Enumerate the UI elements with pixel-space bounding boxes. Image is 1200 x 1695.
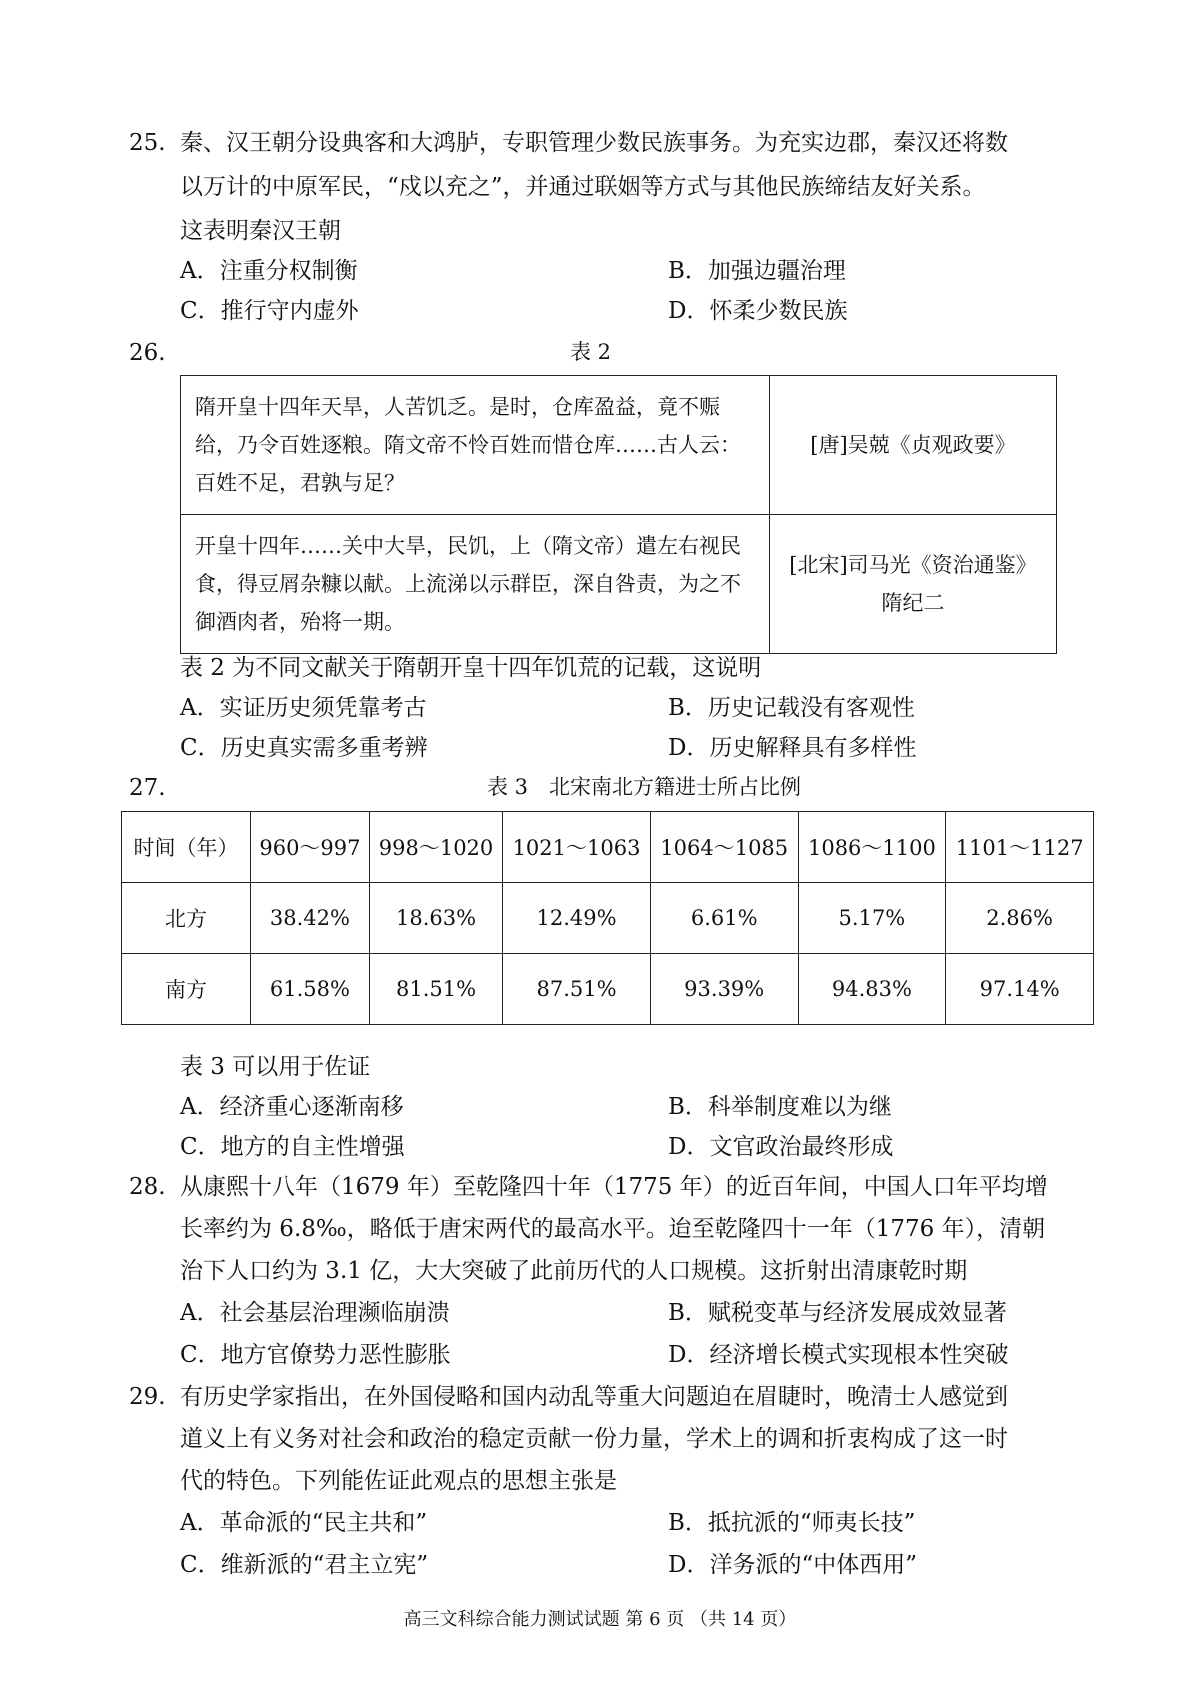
- option-a[interactable]: A．实证历史须凭靠考古: [180, 695, 427, 721]
- table-header-label: 时间（年）: [122, 812, 251, 883]
- option-c[interactable]: C．历史真实需多重考辨: [180, 735, 428, 761]
- table-header-row: [122, 812, 1094, 883]
- question-stem: 表 3 可以用于佐证: [180, 1054, 371, 1080]
- table-cell: 2.86%: [946, 883, 1094, 954]
- table-cell: 6.61%: [650, 883, 798, 954]
- option-a[interactable]: A．经济重心逐渐南移: [180, 1094, 404, 1120]
- option-a[interactable]: A．注重分权制衡: [180, 258, 358, 284]
- table-row: [122, 954, 1094, 1025]
- question-text-line: 秦、汉王朝分设典客和大鸿胪，专职管理少数民族事务。为充实边郡，秦汉还将数: [180, 130, 1008, 156]
- table-header-cell: 1064～1085: [650, 812, 798, 883]
- question-number: 29.: [129, 1384, 166, 1410]
- question-text-line: 长率约为 6.8‰，略低于唐宋两代的最高水平。迨至乾隆四十一年（1776 年），清朝: [180, 1216, 1046, 1242]
- question-number: 27.: [129, 775, 166, 801]
- table-cell: 97.14%: [946, 954, 1094, 1025]
- citation-line: [北宋]司马光《资治通鉴》: [789, 553, 1037, 577]
- source-citation: [唐]吴兢《贞观政要》: [770, 376, 1057, 515]
- option-c[interactable]: C．维新派的“君主立宪”: [180, 1552, 429, 1578]
- table-cell: 81.51%: [369, 954, 502, 1025]
- option-b[interactable]: B．科举制度难以为继: [668, 1094, 892, 1120]
- table-header-cell: 1021～1063: [503, 812, 651, 883]
- question-text-line: 从康熙十八年（1679 年）至乾隆四十年（1775 年）的近百年间，中国人口年平均增: [180, 1174, 1048, 1200]
- option-b[interactable]: B．抵抗派的“师夷长技”: [668, 1510, 916, 1536]
- table-cell: 87.51%: [503, 954, 651, 1025]
- table-header-cell: 1086～1100: [798, 812, 946, 883]
- table-row: [122, 883, 1094, 954]
- question-number: 28.: [129, 1174, 166, 1200]
- table-cell: 12.49%: [503, 883, 651, 954]
- page-footer: 高三文科综合能力测试试题 第 6 页 （共 14 页）: [403, 1609, 797, 1630]
- row-label: 北方: [122, 883, 251, 954]
- option-d[interactable]: D．洋务派的“中体西用”: [668, 1552, 917, 1578]
- question-text-line: 有历史学家指出，在外国侵略和国内动乱等重大问题迫在眉睫时，晚清士人感觉到: [180, 1384, 1008, 1410]
- table-row: [181, 515, 1057, 654]
- option-b[interactable]: B．加强边疆治理: [668, 258, 846, 284]
- option-d[interactable]: D．经济增长模式实现根本性突破: [668, 1342, 1009, 1368]
- option-a[interactable]: A．革命派的“民主共和”: [180, 1510, 428, 1536]
- table-row: [181, 376, 1057, 515]
- option-b[interactable]: B．历史记载没有客观性: [668, 695, 915, 721]
- option-c[interactable]: C．地方官僚势力恶性膨胀: [180, 1342, 451, 1368]
- table-header-cell: 998～1020: [369, 812, 502, 883]
- question-number: 25.: [129, 130, 166, 156]
- source-citation: [770, 515, 1057, 654]
- question-text-line: 治下人口约为 3.1 亿，大大突破了此前历代的人口规模。这折射出清康乾时期: [180, 1258, 968, 1284]
- source-excerpt: 隋开皇十四年天旱，人苦饥乏。是时，仓库盈益，竟不赈给，乃令百姓逐粮。隋文帝不怜百姓而惜仓库……古人云：百姓不足，君孰与足？: [181, 376, 770, 515]
- source-excerpt: 开皇十四年……关中大旱，民饥，上（隋文帝）遣左右视民食，得豆屑杂糠以献。上流涕以示群臣，深自咎责，为之不御酒肉者，殆将一期。: [181, 515, 770, 654]
- option-c[interactable]: C．推行守内虚外: [180, 298, 359, 324]
- row-label: 南方: [122, 954, 251, 1025]
- option-a[interactable]: A．社会基层治理濒临崩溃: [180, 1300, 450, 1326]
- table-cell: 38.42%: [251, 883, 370, 954]
- table-caption: 表 3 北宋南北方籍进士所占比例: [487, 775, 802, 799]
- question-stem: 表 2 为不同文献关于隋朝开皇十四年饥荒的记载，这说明: [180, 655, 762, 681]
- table-cell: 61.58%: [251, 954, 370, 1025]
- option-d[interactable]: D．怀柔少数民族: [668, 298, 848, 324]
- table-header-cell: 1101～1127: [946, 812, 1094, 883]
- question-text-line: 以万计的中原军民，“戍以充之”，并通过联姻等方式与其他民族缔结友好关系。: [180, 174, 986, 200]
- table-cell: 93.39%: [650, 954, 798, 1025]
- citation-line: 隋纪二: [881, 591, 945, 615]
- option-b[interactable]: B．赋税变革与经济发展成效显著: [668, 1300, 1007, 1326]
- option-d[interactable]: D．历史解释具有多样性: [668, 735, 917, 761]
- question-text-line: 道义上有义务对社会和政治的稳定贡献一份力量，学术上的调和折衷构成了这一时: [180, 1426, 1008, 1452]
- question-number: 26.: [129, 340, 166, 366]
- question-text-line: 代的特色。下列能佐证此观点的思想主张是: [180, 1468, 617, 1494]
- table-cell: 94.83%: [798, 954, 946, 1025]
- option-d[interactable]: D．文官政治最终形成: [668, 1134, 894, 1160]
- table-cell: 5.17%: [798, 883, 946, 954]
- option-c[interactable]: C．地方的自主性增强: [180, 1134, 405, 1160]
- table-caption: 表 2: [570, 340, 612, 364]
- source-table: [180, 375, 1057, 654]
- table-header-cell: 960～997: [251, 812, 370, 883]
- question-text-line: 这表明秦汉王朝: [180, 218, 341, 244]
- table-cell: 18.63%: [369, 883, 502, 954]
- data-table: [121, 811, 1094, 1025]
